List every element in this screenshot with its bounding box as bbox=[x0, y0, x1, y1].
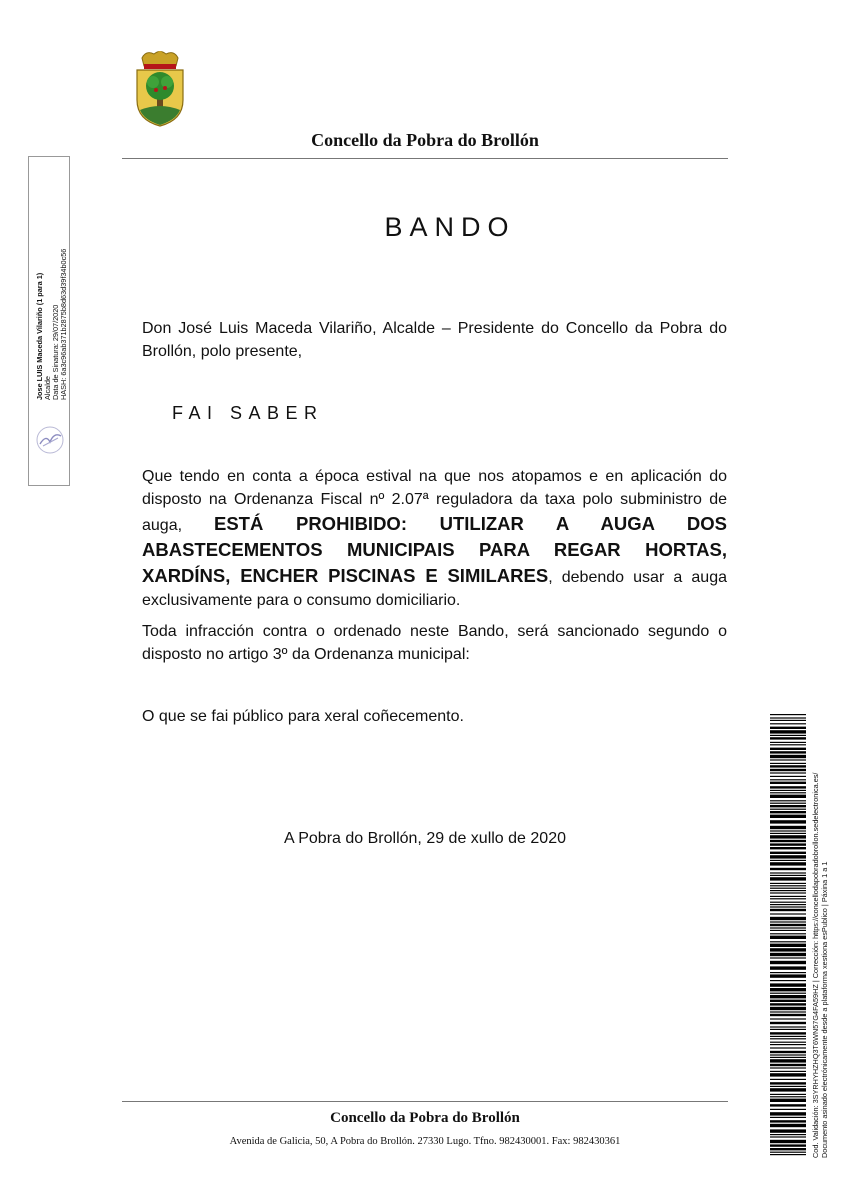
prohibition-paragraph bbox=[142, 465, 727, 612]
place-date: A Pobra do Brollón, 29 de xullo de 2020 bbox=[284, 830, 566, 847]
header-divider bbox=[122, 158, 728, 159]
intro-paragraph: Don José Luis Maceda Vilariño, Alcalde – Presidente do Concello da Pobra do Brollón, polo presente, bbox=[142, 320, 727, 360]
prohibition-emphasis: ESTÁ PROHIBIDO: UTILIZAR A AUGA DOS ABASTECEMENTOS MUNICIPAIS PARA REGAR HORTAS, XARDÍNS, ENCHER PISCINAS E SIMILARES bbox=[142, 513, 728, 586]
validation-barcode-icon bbox=[770, 714, 806, 1158]
footer-divider bbox=[122, 1101, 728, 1102]
signature-date: Data de Sinatura: 29/07/2020 bbox=[51, 304, 60, 400]
signature-hash: HASH: 6a3c96ab371b2875b8d63d39f34b0c56 bbox=[59, 248, 68, 400]
closing-paragraph: O que se fai público para xeral coñecemento. bbox=[142, 708, 464, 725]
infraction-paragraph: Toda infracción contra o ordenado neste Bando, será sancionado segundo o disposto no artigo 3º da Ordenanza municipal: bbox=[142, 623, 727, 663]
signature-seal-icon bbox=[34, 424, 66, 456]
signature-role: Alcalde bbox=[43, 376, 52, 400]
signature-signer: Jose LUIS Maceda Vilariño (1 para 1) bbox=[35, 272, 44, 400]
fai-saber-heading: FAI SABER bbox=[172, 403, 324, 423]
prohibition-text-end: , debendo usar a auga exclusivamente para o consumo domiciliario. bbox=[142, 569, 727, 609]
footer-organization: Concello da Pobra do Brollón bbox=[330, 1110, 520, 1126]
validation-code-line: Cod. Validación: 3SYRHYHZHQ3T6WN57G4FA59HZ | Corrección: https://concellodapobradobrollon.sedelectronica.es/ bbox=[811, 772, 820, 1158]
document-title: BANDO bbox=[384, 212, 516, 242]
header-organization: Concello da Pobra do Brollón bbox=[311, 130, 539, 150]
prohibition-text-start: Que tendo en conta a época estival na que nos atopamos e en aplicación do disposto na Ordenanza Fiscal nº 2.07ª reguladora da taxa polo subministro de auga, bbox=[142, 468, 727, 534]
validation-info bbox=[812, 698, 829, 1158]
signature-info bbox=[36, 200, 68, 400]
footer-address: Avenida de Galicia, 50, A Pobra do Brollón. 27330 Lugo. Tfno. 982430001. Fax: 982430361 bbox=[229, 1136, 621, 1147]
municipal-crest-icon bbox=[132, 50, 188, 128]
validation-platform-line: Documento asinado electrónicamente desde a plataforma xestiona esPublico | Páxina 1 a 1 bbox=[819, 861, 829, 1158]
